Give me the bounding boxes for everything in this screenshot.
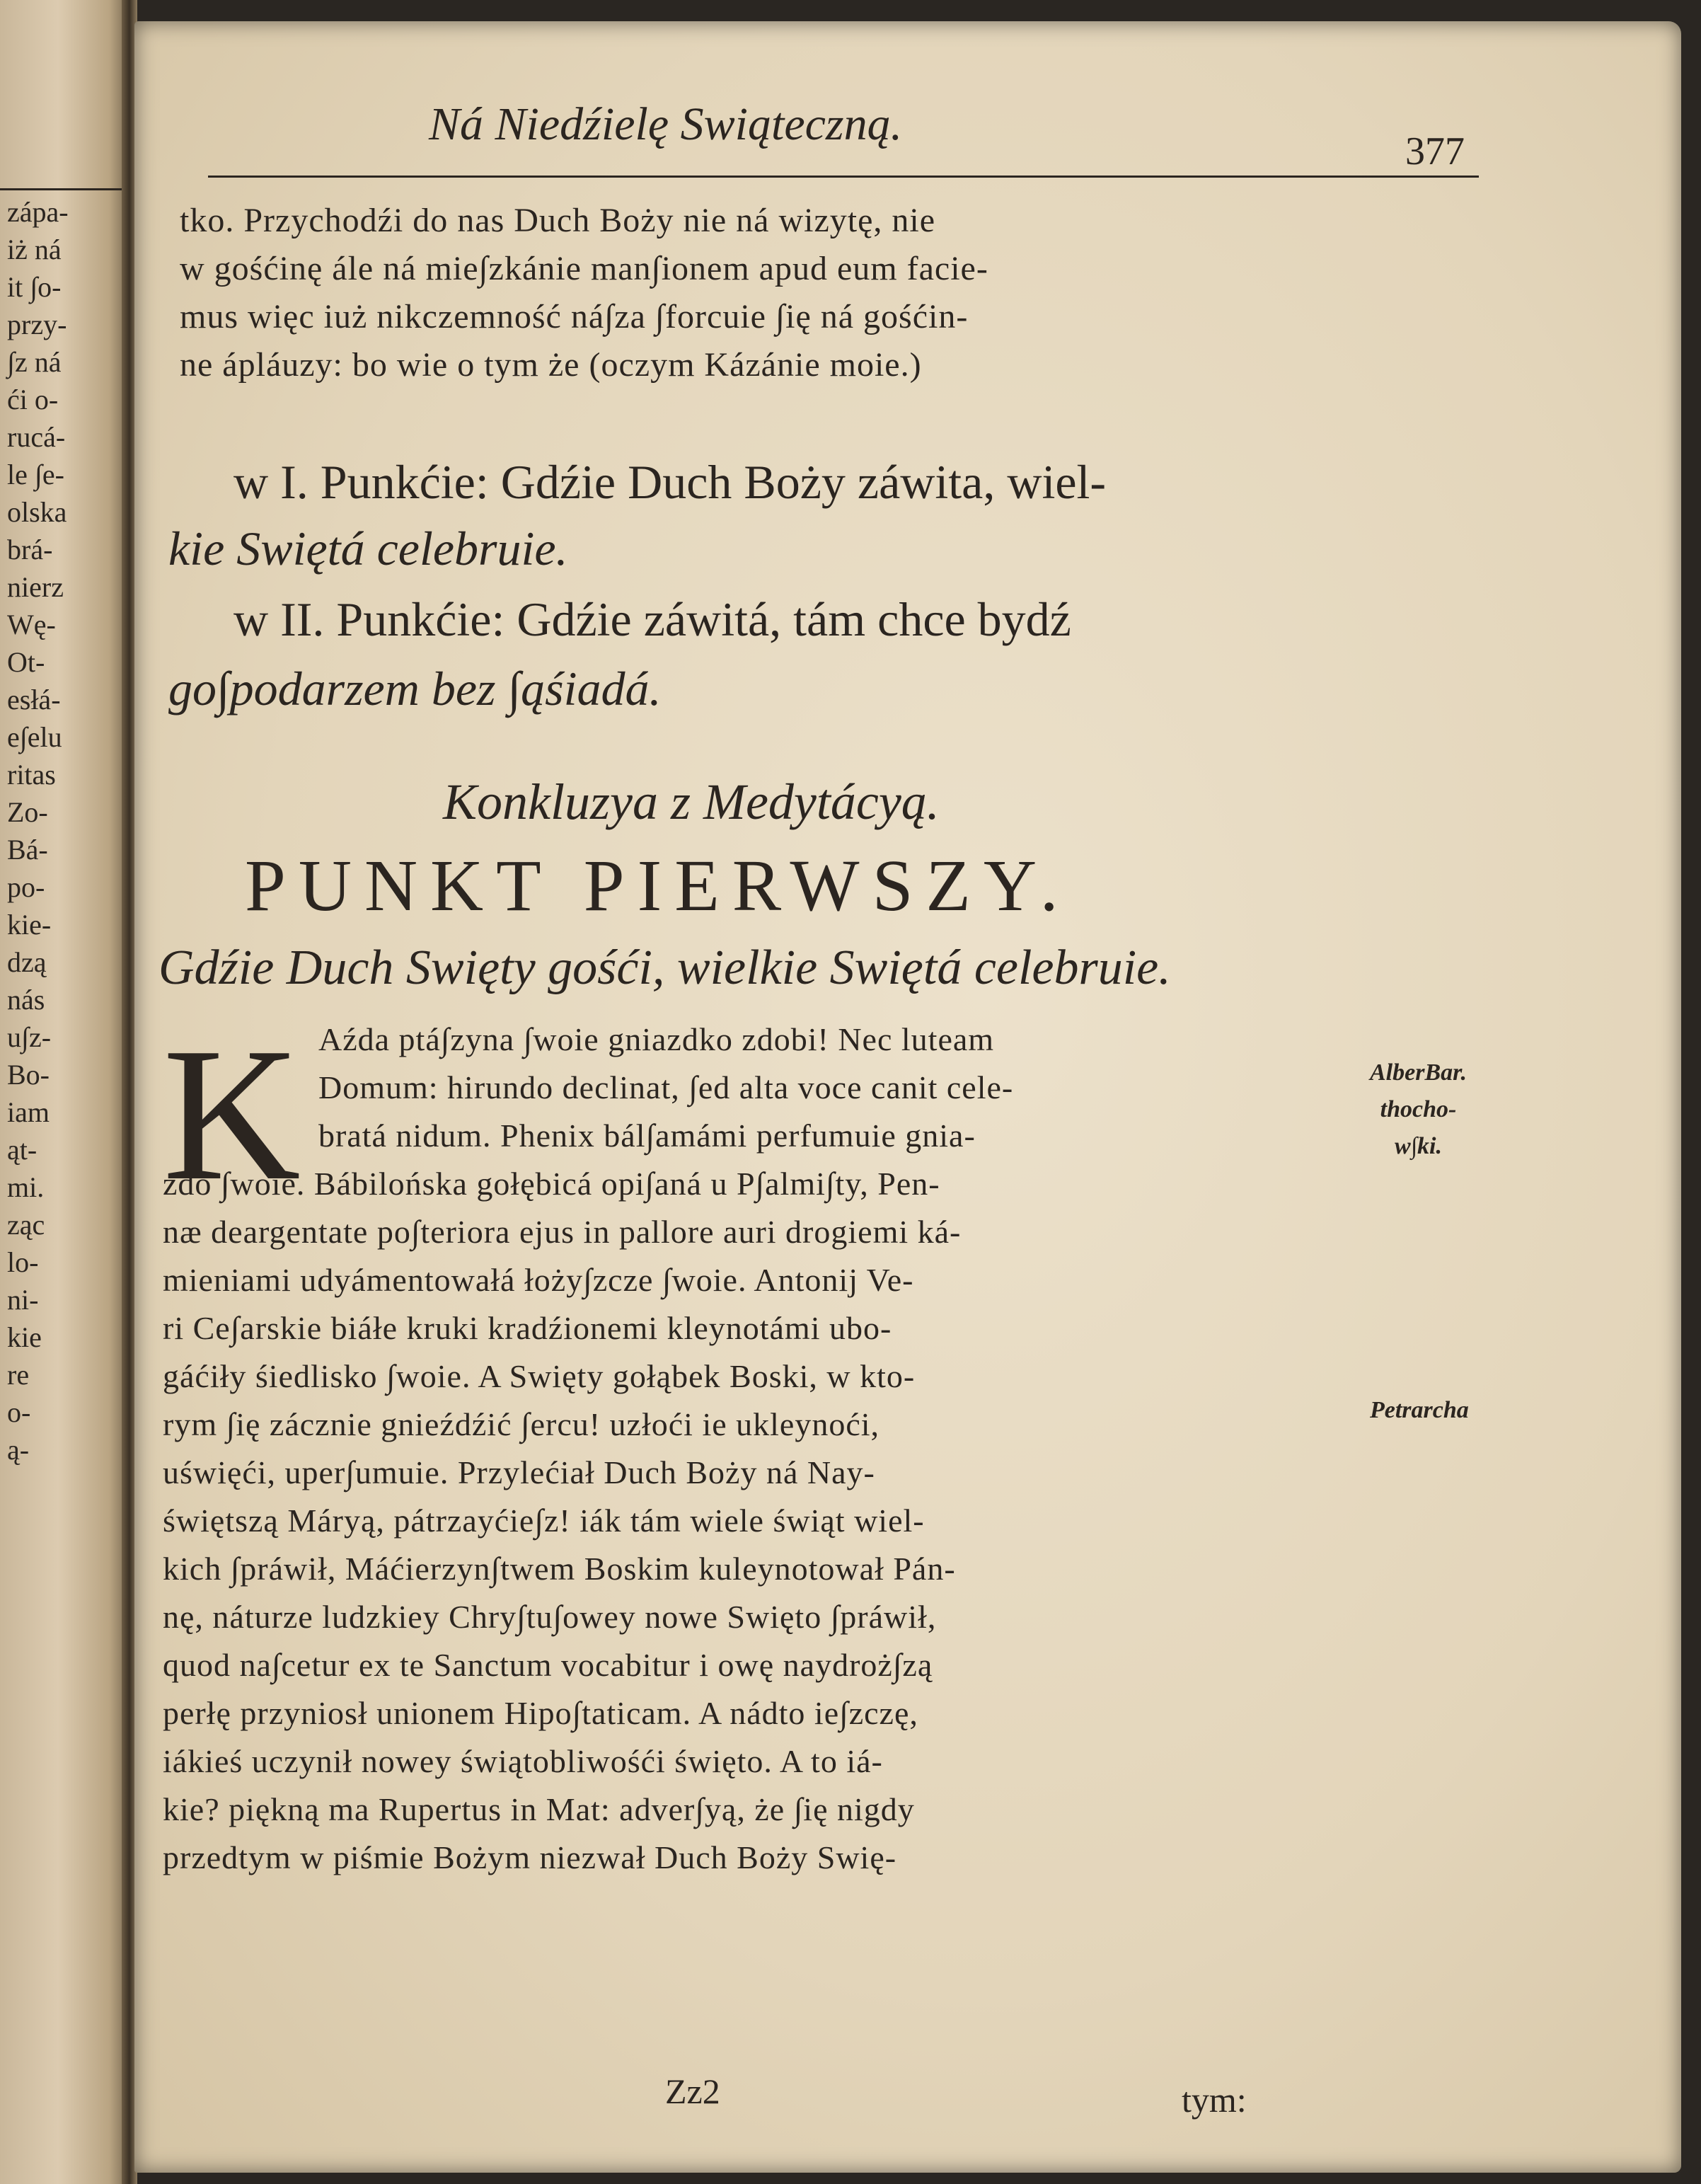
opening-paragraph-line: mus więc iuż nikczemność ná∫za ∫forcuie ∫ię ná gośćin- [180, 298, 969, 335]
body-text-line: ri Ce∫arskie biáłe kruki kradźionemi kleynotámi ubo- [163, 1310, 892, 1346]
left-page-rule [0, 188, 122, 190]
left-page-fragment: dzą [7, 946, 47, 978]
body-text-line: Domum: hirundo declinat, ∫ed alta voce canit cele- [318, 1069, 1014, 1105]
left-page-fragment: Bá- [7, 834, 48, 866]
left-page-fragment: kie [7, 1321, 42, 1353]
body-text-line: zdo ∫woie. Bábilońska gołębicá opi∫aná u P∫almi∫ty, Pen- [163, 1166, 940, 1202]
body-text-line: Aźda ptá∫zyna ∫woie gniazdko zdobi! Nec luteam [318, 1021, 995, 1057]
marginal-note-albert [1370, 1054, 1467, 1165]
body-text-line: świętszą Máryą, pátrzayćie∫z! iák tám wiele świąt wiel- [163, 1502, 925, 1539]
body-text-line: kich ∫práwił, Máćierzyn∫twem Boskim kuleynotował Pán- [163, 1551, 956, 1587]
body-text-line: quod na∫cetur ex te Sanctum vocabitur i owę naydroż∫zą [163, 1647, 933, 1683]
body-text-line: nę, náturze ludzkiey Chry∫tu∫owey nowe Swięto ∫práwił, [163, 1599, 937, 1635]
catchword: tym: [1182, 2080, 1247, 2120]
point-one-line-1: w I. Punkćie: Gdźie Duch Boży záwita, wiel- [233, 455, 1107, 509]
body-text-line: gáćiły śiedlisko ∫woie. A Swięty gołąbek Boski, w kto- [163, 1358, 916, 1394]
section-subtitle: Gdźie Duch Swięty gośći, wielkie Swiętá celebruie. [158, 941, 1171, 995]
left-page-fragment: nierz [7, 571, 64, 603]
left-page-fragment: po- [7, 871, 45, 903]
point-two-line-1: w II. Punkćie: Gdźie záwitá, tám chce bydź [233, 592, 1071, 646]
header-rule [208, 176, 1479, 178]
marginal-note-petrarcha: Petrarcha [1370, 1397, 1469, 1423]
left-page-fragment: Bo- [7, 1059, 50, 1091]
body-text-line: rym ∫ię zácznie gnieźdźić ∫ercu! uzłoći ie ukleynoći, [163, 1406, 880, 1442]
left-page-fragment: nás [7, 984, 45, 1016]
opening-paragraph-line: tko. Przychodźi do nas Duch Boży nie ná wizytę, nie [180, 202, 936, 239]
point-two-line-2: go∫podarzem bez ∫ąśiadá. [168, 662, 662, 715]
opening-paragraph-line: w gośćinę ále ná mie∫zkánie man∫ionem apud eum facie- [180, 250, 988, 287]
point-one-line-2: kie Swiętá celebruie. [168, 522, 568, 575]
left-page-fragment: o- [7, 1396, 31, 1428]
left-page-fragment: przy- [7, 309, 67, 340]
body-text-line: przedtym w piśmie Bożym niezwał Duch Boży Swię- [163, 1839, 897, 1875]
marginal-note-line: w∫ki. [1395, 1133, 1442, 1159]
drop-cap: K [163, 1008, 301, 1220]
left-page-fragment: ząc [7, 1209, 45, 1241]
left-page-fragment: le ∫e- [7, 459, 64, 490]
left-page-fragment: kie- [7, 909, 52, 941]
marginal-note-line: thocho- [1380, 1096, 1457, 1122]
body-text-line: perłę przyniosł unionem Hipo∫taticam. A nádto ie∫zczę, [163, 1695, 918, 1731]
left-page-fragment: ąt- [7, 1134, 38, 1166]
left-page-fragment: it ∫o- [7, 271, 62, 303]
body-text-line: kie? piękną ma Rupertus in Mat: adver∫yą, że ∫ię nigdy [163, 1791, 915, 1827]
left-page-fragment: lo- [7, 1246, 39, 1278]
left-page-fragment: ritas [7, 759, 56, 791]
opening-paragraph-line: ne ápláuzy: bo wie o tym że (oczym Kázánie moie.) [180, 346, 922, 384]
left-page-fragment: ∫z ná [7, 346, 62, 378]
left-page-fragment: u∫z- [7, 1021, 52, 1053]
left-page-fragment: olska [7, 496, 67, 528]
left-page-fragment: zápa- [7, 196, 69, 228]
left-page-fragment: iam [7, 1096, 50, 1128]
section-title: PUNKT PIERWSZY. [245, 845, 1071, 926]
body-text-line: uświęći, uper∫umuie. Przylećiał Duch Boży ná Nay- [163, 1454, 875, 1490]
left-page-fragment: Ot- [7, 646, 45, 678]
signature-mark: Zz2 [665, 2071, 720, 2111]
left-page-fragment: Wę- [7, 609, 56, 640]
conclusion-heading: Konkluzya z Medytácyą. [443, 774, 940, 830]
left-page-fragment: mi. [7, 1171, 45, 1203]
right-page [134, 21, 1681, 2173]
body-text-line: iákieś uczynił nowey świątobliwośći święto. A to iá- [163, 1743, 883, 1779]
left-page-fragment: rucá- [7, 421, 66, 453]
left-page-fragment: esłá- [7, 684, 61, 715]
left-page-fragment: e∫elu [7, 721, 62, 753]
left-page-fragment: ni- [7, 1284, 39, 1316]
marginal-note-line: AlberBar. [1370, 1059, 1467, 1086]
body-text-line: næ deargentate po∫teriora ejus in pallore auri drogiemi ká- [163, 1214, 962, 1250]
body-text-line: mieniami udyámentowałá łoży∫zcze ∫woie. Antonij Ve- [163, 1262, 914, 1298]
running-title: Ná Niedźielę Swiąteczną. [429, 98, 903, 150]
left-page-fragment: re [7, 1359, 30, 1391]
page-number: 377 [1405, 130, 1465, 173]
left-page-fragment: Zo- [7, 796, 48, 828]
left-page-fragment: ći o- [7, 384, 59, 415]
left-page-fragment: brá- [7, 534, 53, 565]
left-page-fragment: iż ná [7, 234, 62, 265]
left-page-fragment: ą- [7, 1434, 30, 1466]
body-text-line: bratá nidum. Phenix bál∫amámi perfumuie gnia- [318, 1117, 976, 1154]
